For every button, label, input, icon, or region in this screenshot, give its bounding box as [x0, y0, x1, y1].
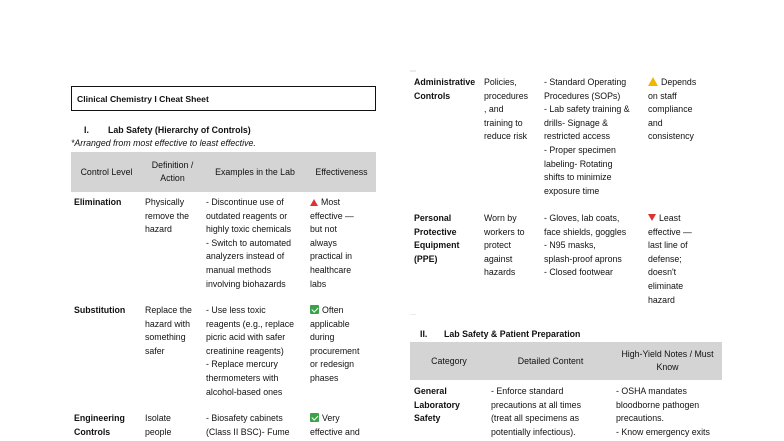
row-examples: [541, 72, 645, 208]
text-line: defense;: [648, 253, 682, 264]
text-line: procedures: [484, 90, 529, 101]
row-notes: [613, 380, 722, 441]
section-1-number: I.: [84, 125, 89, 135]
row-effectiveness: [307, 408, 376, 441]
row-level: [71, 300, 142, 408]
text-line: training to: [484, 117, 523, 128]
table-header-row: [71, 152, 376, 192]
text-line: workers to: [484, 226, 525, 237]
text-line: (treat all specimens as: [491, 413, 580, 424]
text-line: Policies,: [484, 77, 517, 87]
text-line: compliance: [648, 104, 693, 115]
text-line: Controls: [414, 90, 451, 101]
text-line: thermometers with: [206, 372, 279, 383]
row-content: [488, 380, 613, 441]
text-line: manual methods: [206, 264, 272, 275]
text-line: Laboratory: [414, 399, 460, 410]
text-line: hazard: [648, 294, 675, 305]
text-line: practical in: [310, 251, 353, 262]
text-line: bloodborne pathogen: [616, 399, 700, 410]
row-definition: [142, 300, 203, 408]
text-line: shifts to minimize: [544, 172, 612, 183]
text-line: hazard: [145, 224, 172, 235]
col-header-content: Detailed Content: [488, 342, 613, 380]
text-line: Procedures (SOPs): [544, 90, 621, 101]
row-effectiveness: [645, 208, 722, 314]
text-line: Worn by: [484, 213, 517, 223]
text-line: phases: [310, 372, 339, 383]
col-header-level: Control Level: [71, 152, 142, 192]
section-2-heading: [420, 328, 580, 342]
text-line: Replace the: [145, 305, 192, 315]
text-line: Personal: [414, 213, 452, 223]
row-definition: [142, 408, 203, 441]
red-triangle-up-icon: [310, 199, 318, 206]
text-line: precautions.: [616, 413, 664, 424]
col-header-examples: Examples in the Lab: [203, 152, 307, 192]
text-line: effective —: [310, 210, 354, 221]
text-line: effective and: [310, 426, 360, 437]
row-level: [410, 72, 481, 208]
page-title-text: Clinical Chemistry I Cheat Sheet: [77, 94, 209, 104]
row-definition: [481, 72, 541, 208]
row-examples: [541, 208, 645, 314]
row-effectiveness: [307, 300, 376, 408]
text-line: on staff: [648, 90, 677, 101]
col-header-category: Category: [410, 342, 488, 380]
section-2-number: II.: [420, 329, 428, 339]
table-header-row: [410, 342, 722, 380]
text-line: Physically: [145, 197, 185, 207]
text-line: hazard with: [145, 318, 190, 329]
text-line: General: [414, 386, 447, 396]
text-line: effective —: [648, 226, 692, 237]
text-line: - OSHA mandates: [616, 386, 687, 396]
row-definition: [142, 192, 203, 300]
text-line: protect: [484, 240, 511, 251]
text-line: eliminate: [648, 280, 684, 291]
text-line: during: [310, 332, 335, 343]
text-line: safer: [145, 345, 165, 356]
table-row: [410, 72, 722, 208]
row-examples: [203, 300, 307, 408]
table-row: [410, 380, 722, 441]
text-line: Depends: [661, 77, 697, 87]
row-effectiveness: [645, 72, 722, 208]
text-line: Protective: [414, 226, 457, 237]
row-level-text: Substitution: [74, 305, 126, 315]
text-line: - Closed footwear: [544, 267, 613, 278]
text-line: Often: [322, 305, 344, 315]
text-line: - Proper specimen: [544, 144, 616, 155]
text-line: - Know emergency exits: [616, 426, 710, 437]
text-line: something: [145, 332, 186, 343]
text-line: applicable: [310, 318, 350, 329]
text-line: - Use less toxic: [206, 305, 266, 315]
text-line: hazards: [484, 267, 516, 278]
check-mark-icon: [310, 305, 319, 314]
text-line: but not: [310, 224, 337, 235]
text-line: outdated reagents or: [206, 210, 288, 221]
text-line: - Standard Operating: [544, 77, 627, 87]
hierarchy-table-right: [410, 72, 722, 314]
hierarchy-table-left: [71, 152, 376, 441]
text-line: consistency: [648, 131, 694, 142]
warning-icon: [648, 77, 658, 86]
patient-prep-table: [410, 342, 722, 441]
col-header-definition-text: Definition / Action: [151, 160, 194, 183]
text-line: face shields, goggles: [544, 226, 627, 237]
text-line: restricted access: [544, 131, 610, 142]
text-line: labeling- Rotating: [544, 158, 613, 169]
text-line: Controls: [74, 426, 111, 437]
table-row: [410, 208, 722, 314]
section-1-heading: [84, 124, 251, 138]
text-line: Administrative: [414, 77, 476, 87]
text-line: healthcare: [310, 264, 352, 275]
col-header-definition: [142, 152, 203, 192]
text-line: and: [648, 117, 663, 128]
text-line: picric acid with safer: [206, 332, 286, 343]
text-line: labs: [310, 278, 327, 289]
text-line: involving biohazards: [206, 278, 286, 289]
row-effectiveness: [307, 192, 376, 300]
row-level: [71, 192, 142, 300]
table-row: [71, 408, 376, 441]
row-examples: [203, 192, 307, 300]
text-line: remove the: [145, 210, 190, 221]
col-header-notes: High-Yield Notes / Must Know: [613, 342, 722, 380]
text-line: reduce risk: [484, 131, 528, 142]
table-row: [71, 300, 376, 408]
row-definition: [481, 208, 541, 314]
text-line: potentially infectious).: [491, 426, 576, 437]
text-line: creatinine reagents): [206, 345, 284, 356]
text-line: , and: [484, 104, 504, 115]
text-line: or redesign: [310, 359, 355, 370]
text-line: doesn't: [648, 267, 677, 278]
row-level: [71, 408, 142, 441]
row-examples: [203, 408, 307, 441]
text-line: Equipment: [414, 240, 460, 251]
page-title: [71, 86, 376, 111]
text-line: people: [145, 426, 172, 437]
check-mark-icon: [310, 413, 319, 422]
text-line: Isolate: [145, 413, 171, 423]
text-line: precautions at all times: [491, 399, 581, 410]
text-line: last line of: [648, 240, 688, 251]
text-line: splash-proof aprons: [544, 253, 622, 264]
text-line: exposure time: [544, 185, 600, 196]
text-line: (Class II BSC)- Fume: [206, 426, 290, 437]
text-line: - Replace mercury: [206, 359, 278, 370]
section-1-note: *Arranged from most effective to least effective.: [71, 138, 256, 148]
text-line: always: [310, 237, 337, 248]
row-level-text: Elimination: [74, 197, 122, 207]
row-level: [410, 208, 481, 314]
section-2-title: Lab Safety & Patient Preparation: [444, 329, 581, 339]
text-line: - Lab safety training &: [544, 104, 630, 115]
text-line: procurement: [310, 345, 360, 356]
text-line: Engineering: [74, 413, 125, 423]
section-1-title: Lab Safety (Hierarchy of Controls): [108, 125, 251, 135]
text-line: alcohol-based ones: [206, 386, 283, 397]
text-line: against: [484, 253, 513, 264]
text-line: (PPE): [414, 253, 438, 264]
text-line: highly toxic chemicals: [206, 224, 292, 235]
text-line: - Gloves, lab coats,: [544, 213, 620, 223]
text-line: - N95 masks,: [544, 240, 596, 251]
text-line: - Discontinue use of: [206, 197, 284, 207]
text-line: reagents (e.g., replace: [206, 318, 295, 329]
table-row: [71, 192, 376, 300]
text-line: - Biosafety cabinets: [206, 413, 283, 423]
text-line: Most: [321, 197, 341, 207]
red-triangle-down-icon: [648, 214, 656, 221]
text-line: - Switch to automated: [206, 237, 292, 248]
row-category: [410, 380, 488, 441]
col-header-effectiveness: Effectiveness: [307, 152, 376, 192]
text-line: drills- Signage &: [544, 117, 609, 128]
text-line: - Enforce standard: [491, 386, 564, 396]
text-line: Least: [659, 213, 681, 223]
text-line: Safety: [414, 413, 441, 424]
text-line: analyzers instead of: [206, 251, 285, 262]
text-line: Very: [322, 413, 340, 423]
